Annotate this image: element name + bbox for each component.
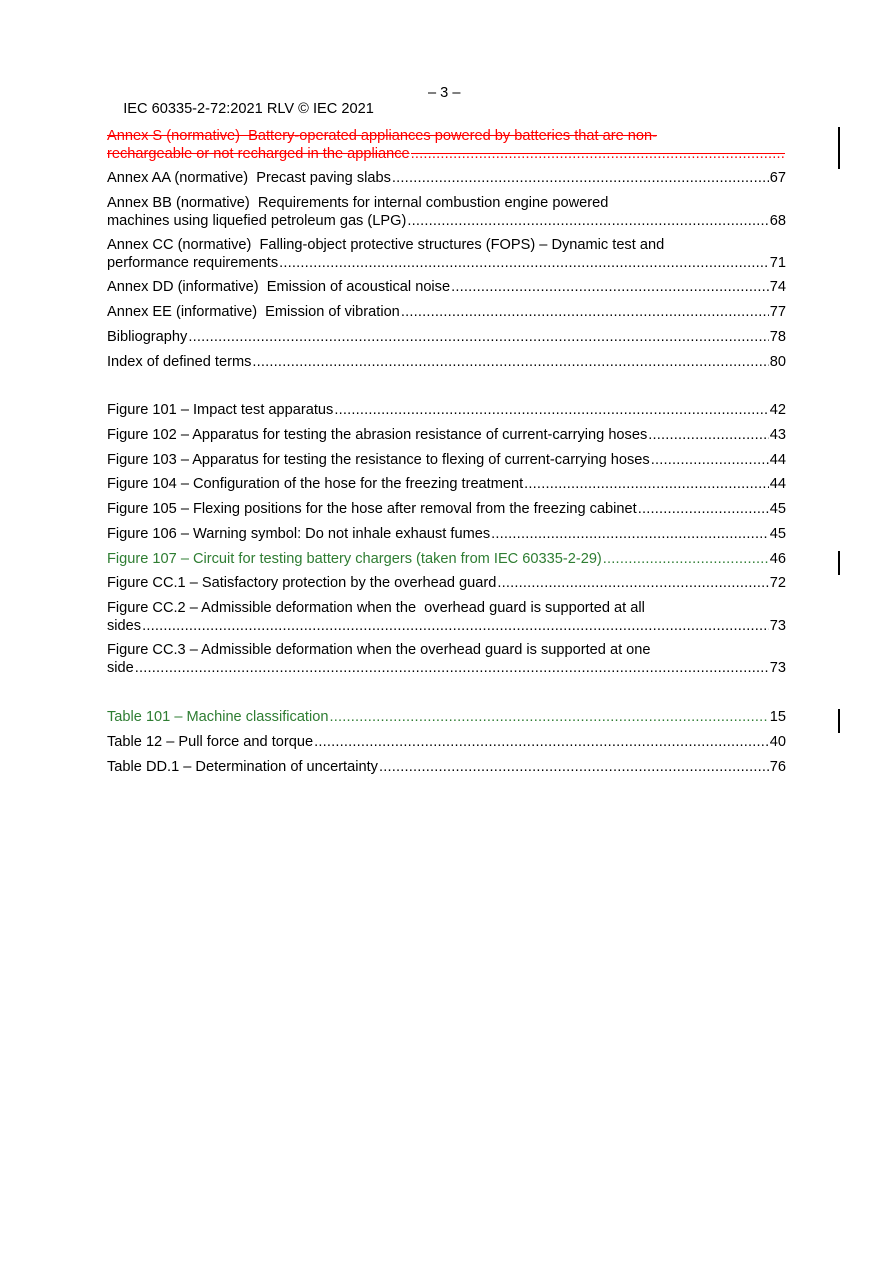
toc-entry-text: Figure 105 – Flexing positions for the hose after removal from the freezing cabinet	[107, 501, 637, 517]
toc-entry-text: Annex BB (normative) Requirements for internal combustion engine powered	[107, 195, 609, 211]
toc-leader-dots	[188, 329, 768, 347]
toc-entry-table-101[interactable]	[107, 709, 786, 727]
toc-entry-text: Annex DD (informative) Emission of acoustical noise	[107, 279, 451, 295]
toc-entry-text-cont: machines using liquefied petroleum gas (LPG)	[107, 212, 407, 229]
toc-entry-text: Figure 104 – Configuration of the hose for the freezing treatment	[107, 476, 524, 492]
toc-leader-dots	[392, 170, 769, 188]
toc-entry-page: 44	[769, 476, 786, 492]
toc-entry-text: Figure 101 – Impact test apparatus	[107, 402, 334, 418]
toc-leader-dots	[603, 551, 769, 569]
toc-entry-page: 15	[769, 709, 786, 725]
toc-leader-dots	[252, 354, 768, 372]
toc-entry-text: Table 101 – Machine classification	[107, 709, 329, 725]
toc-entry-text: Annex AA (normative) Precast paving slabs	[107, 170, 391, 186]
toc-entry-annex-dd[interactable]	[107, 279, 786, 297]
toc-entry-page: 45	[769, 501, 786, 517]
toc-leader-dots	[638, 501, 769, 519]
toc-entry-figure-102[interactable]	[107, 427, 786, 445]
toc-entry-figure-101[interactable]	[107, 402, 786, 420]
toc-leader-dots	[524, 476, 769, 494]
revision-change-bar	[838, 551, 840, 575]
toc-entry-text: Annex EE (informative) Emission of vibration	[107, 304, 400, 320]
toc-entry-page: 44	[769, 452, 786, 468]
toc-leader-dots	[497, 575, 768, 593]
toc-entry-annex-bb[interactable]	[107, 195, 786, 230]
toc-leader-dots	[401, 304, 769, 322]
toc-leader-dots	[142, 618, 769, 636]
revision-change-bar	[838, 127, 840, 169]
toc-entry-text: Annex CC (normative) Falling-object protective structures (FOPS) – Dynamic test and	[107, 237, 665, 253]
toc-entry-figure-cc3[interactable]	[107, 642, 786, 677]
toc-entry-annex-aa[interactable]	[107, 170, 786, 188]
toc-entry-figure-106[interactable]	[107, 526, 786, 544]
toc-entry-page: 71	[769, 254, 786, 271]
toc-entry-page: 46	[769, 551, 786, 567]
toc-entry-page: 76	[769, 759, 786, 775]
toc-entry-index[interactable]	[107, 354, 786, 372]
toc-leader-dots	[651, 452, 769, 470]
toc-entry-annex-s[interactable]	[107, 128, 786, 163]
toc-entry-annex-cc[interactable]	[107, 237, 786, 272]
toc-leader-dots	[379, 759, 769, 777]
toc-entry-page: 72	[769, 575, 786, 591]
toc-entry-table-12[interactable]	[107, 734, 786, 752]
toc-leader-dots	[314, 734, 769, 752]
toc-entry-page: 80	[769, 354, 786, 370]
toc-leader-dots	[491, 526, 769, 544]
toc-entry-page: 40	[769, 734, 786, 750]
toc-entry-text: Index of defined terms	[107, 354, 252, 370]
toc-entry-text: Table DD.1 – Determination of uncertainty	[107, 759, 378, 775]
toc-entry-page: 77	[769, 304, 786, 320]
toc-entry-figure-103[interactable]	[107, 452, 786, 470]
toc-entry-page: 67	[769, 170, 786, 186]
header-doc-id: IEC 60335-2-72:2021 RLV © IEC 2021	[123, 101, 374, 117]
toc-entry-page: 74	[769, 279, 786, 295]
toc-leader-dots	[279, 255, 769, 273]
toc-entry-text: Figure CC.1 – Satisfactory protection by the overhead guard	[107, 575, 497, 591]
toc-entry-text-cont: side	[107, 659, 134, 676]
toc-entry-page: 73	[769, 617, 786, 634]
toc-entry-figure-cc2[interactable]	[107, 600, 786, 635]
toc-entry-text: Figure 103 – Apparatus for testing the resistance to flexing of current-carrying hoses	[107, 452, 650, 468]
toc-leader-dots	[411, 146, 785, 164]
toc-entry-page: 73	[769, 659, 786, 676]
toc-entry-text: Figure 107 – Circuit for testing battery chargers (taken from IEC 60335-2-29)	[107, 551, 602, 567]
toc-entry-page: 78	[769, 329, 786, 345]
toc-entry-text: Annex S (normative) Battery-operated appliances powered by batteries that are non-	[107, 128, 658, 144]
toc-entry-text: Figure CC.2 – Admissible deformation when the overhead guard is supported at all	[107, 600, 645, 616]
toc-entry-text: Figure 102 – Apparatus for testing the abrasion resistance of current-carrying hoses	[107, 427, 648, 443]
header-page-number: – 3 –	[428, 85, 461, 101]
toc-entry-annex-ee[interactable]	[107, 304, 786, 322]
toc-entry-figure-cc1[interactable]	[107, 575, 786, 593]
toc-leader-dots	[135, 660, 769, 678]
toc-leader-dots	[648, 427, 769, 445]
toc-leader-dots	[334, 402, 768, 420]
toc-entry-page: 68	[769, 212, 786, 229]
toc-leader-dots	[329, 709, 768, 727]
toc-entry-page: 45	[769, 526, 786, 542]
toc-entry-page: 43	[769, 427, 786, 443]
toc-entry-text: Figure CC.3 – Admissible deformation when the overhead guard is supported at one	[107, 642, 651, 658]
toc-entry-text: Figure 106 – Warning symbol: Do not inhale exhaust fumes	[107, 526, 491, 542]
revision-change-bar	[838, 709, 840, 733]
toc-leader-dots	[451, 279, 769, 297]
toc-entry-text-cont: sides	[107, 617, 142, 634]
toc-entry-text-cont: rechargeable or not recharged in the appliance	[107, 145, 410, 162]
toc-entry-text: Bibliography	[107, 329, 188, 345]
toc-leader-dots	[407, 213, 768, 231]
toc-entry-table-dd1[interactable]	[107, 759, 786, 777]
toc-entry-page: 42	[769, 402, 786, 418]
toc-entry-text-cont: performance requirements	[107, 254, 279, 271]
toc-entry-bibliography[interactable]	[107, 329, 786, 347]
toc-entry-text: Table 12 – Pull force and torque	[107, 734, 314, 750]
toc-entry-figure-105[interactable]	[107, 501, 786, 519]
toc-entry-figure-107[interactable]	[107, 551, 786, 569]
toc-entry-figure-104[interactable]	[107, 476, 786, 494]
